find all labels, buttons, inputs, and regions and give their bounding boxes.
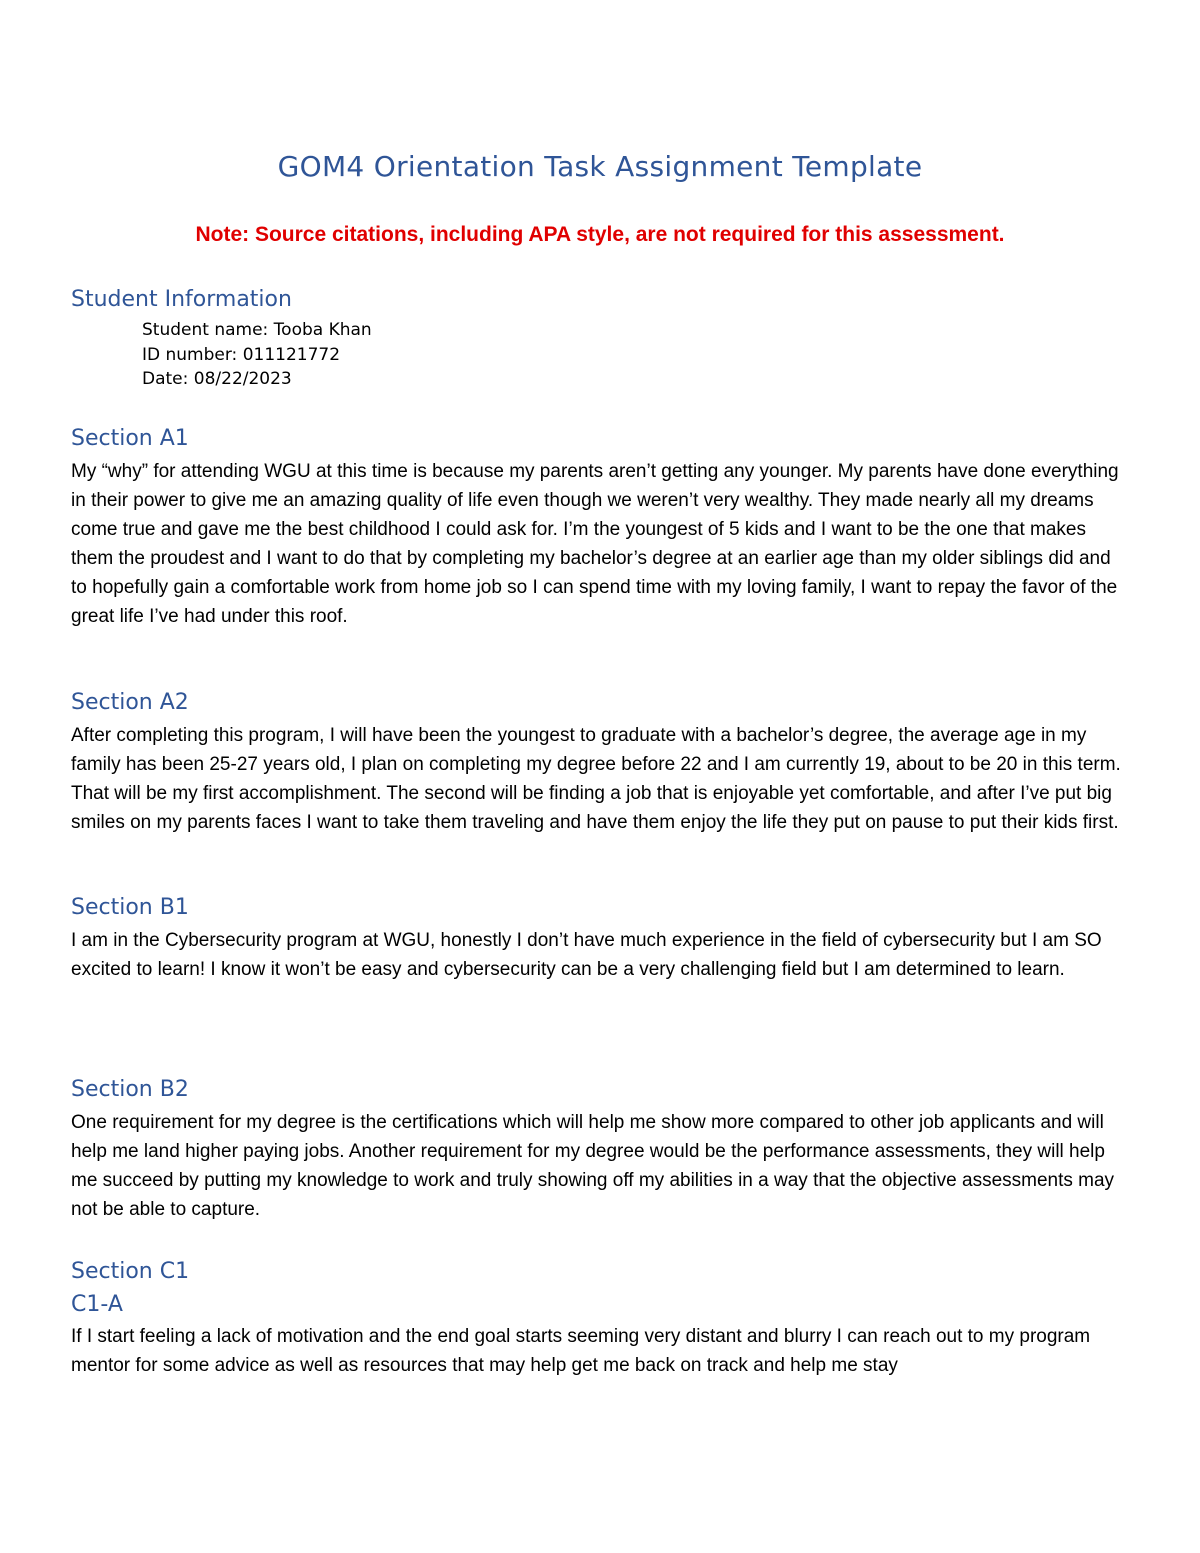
section-b1-body: I am in the Cybersecurity program at WGU, honestly I don’t have much experience in the field of cybersecurity but I am SO excited to learn! I know it won’t be easy and cybersecurity can be a very challenging field but I am determined to learn. [71, 930, 1102, 980]
student-name: Student name: Tooba Khan [142, 320, 372, 340]
section-b1-heading: Section B1 [71, 895, 189, 920]
student-information-block [142, 318, 372, 392]
section-a2-heading: Section A2 [71, 690, 189, 715]
student-information-heading: Student Information [71, 287, 292, 312]
section-c1a-subheading: C1-A [71, 1292, 123, 1317]
section-a1-body: My “why” for attending WGU at this time is because my parents aren’t getting any younger. My parents have done everything in their power to give me an amazing quality of life even though we weren’t very wealthy. They made nearly all my dreams come true and gave me the best childhood I could ask for. I’m the youngest of 5 kids and I want to be the one that makes them the proudest and I want to do that by completing my bachelor’s degree at an earlier age than my older siblings did and to hopefully gain a comfortable work from home job so I can spend time with my loving family, I want to repay the favor of the great life I’ve had under this roof. [71, 461, 1119, 627]
document-title: GOM4 Orientation Task Assignment Template [277, 150, 923, 183]
section-b2-body: One requirement for my degree is the certifications which will help me show more compared to other job applicants and will help me land higher paying jobs. Another requirement for my degree would be the performance assessments, they will help me succeed by putting my knowledge to work and truly showing off my abilities in a way that the objective assessments may not be able to capture. [71, 1112, 1115, 1220]
citation-note: Note: Source citations, including APA style, are not required for this assessment. [195, 223, 1005, 246]
section-b2-heading: Section B2 [71, 1077, 189, 1102]
section-c1-heading: Section C1 [71, 1259, 190, 1284]
section-a2-body: After completing this program, I will have been the youngest to graduate with a bachelor’s degree, the average age in my family has been 25-27 years old, I plan on completing my degree before 22 and I am currently 19, about to be 20 in this term. That will be my first accomplishment. The second will be finding a job that is enjoyable yet comfortable, and after I’ve put big smiles on my parents faces I want to take them traveling and have them enjoy the life they put on pause to put their kids first. [71, 725, 1121, 833]
section-a1-heading: Section A1 [71, 426, 189, 451]
student-id: ID number: 011121772 [142, 344, 341, 365]
section-c1a-body: If I start feeling a lack of motivation and the end goal starts seeming very distant and blurry I can reach out to my program mentor for some advice as well as resources that may help get me back on track and help me stay [71, 1326, 1091, 1376]
submission-date: Date: 08/22/2023 [142, 369, 292, 389]
